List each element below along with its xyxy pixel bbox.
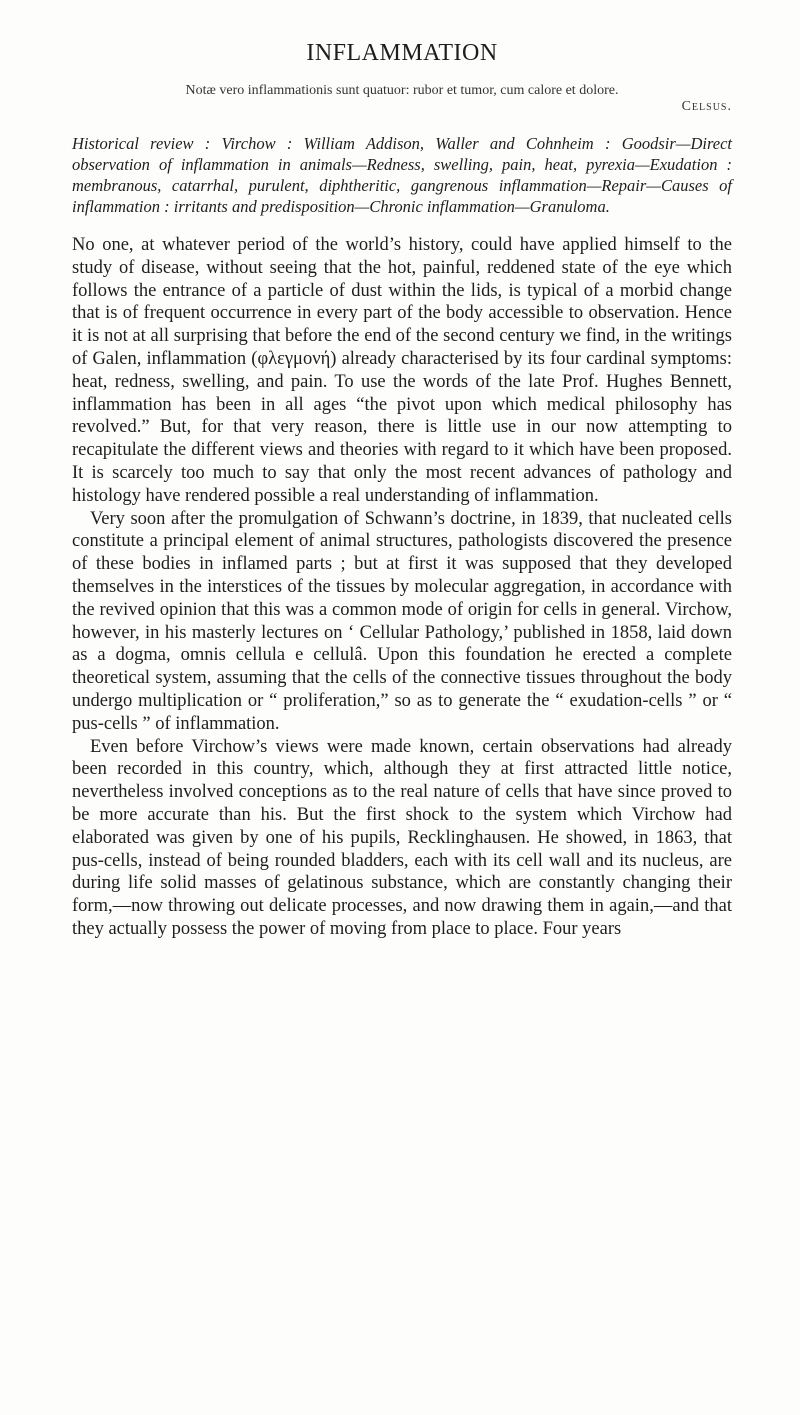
body-paragraph: No one, at whatever period of the world’s history, could have applied himself to the study of disease, without seeing that the hot, painful, reddened state of the eye which follows the entrance of a particle of dust within the lids, is typical of a morbid change that is of frequent occurrence in every part of the body accessible to observation. Hence it is not at all surprising that before the end of the second century we find, in the writings of Galen, inflammation (φλεγμονή) already characterised by its four cardinal symptoms: heat, redness, swelling, and pain. To use the words of the late Prof. Hughes Bennett, inflammation has been in all ages “the pivot upon which medical philosophy has revolved.” But, for that very reason, there is little use in our now attempting to recapitulate the different views and theories with regard to it which have been proposed. It is scarcely too much to say that only the most recent advances of pathology and histology have rendered possible a real understanding of inflammation. xyxy=(72,235,732,506)
page xyxy=(72,40,732,941)
body-paragraph: Very soon after the promulgation of Schwann’s doctrine, in 1839, that nucleated cells constitute a principal element of animal structures, pathologists discovered the presence of these bodies in inflamed parts ; but at first it was supposed that they developed themselves in the interstices of the tissues by molecular aggregation, in accordance with the revived opinion that this was a common mode of origin for cells in general. Virchow, however, in his masterly lectures on ‘ Cellular Pathology,’ published in 1858, laid down as a dogma, omnis cellula e cellulâ. Upon this foundation he erected a complete theoretical system, assuming that the cells of the connective tissues throughout the body undergo multiplication or “ proliferation,” so as to generate the “ exudation-cells ” or “ pus-cells ” of inflammation. xyxy=(72,508,732,734)
body-paragraph: Even before Virchow’s views were made known, certain observations had already been recorded in this country, which, although they at first attracted little notice, nevertheless involved conceptions as to the real nature of cells that have since proved to be more accurate than his. But the first shock to the system which Virchow had elaborated was given by one of his pupils, Recklinghausen. He showed, in 1863, that pus-cells, instead of being rounded bladders, each with its cell wall and its nucleus, are during life solid masses of gelatinous substance, which are constantly changing their form,—now throwing out delicate processes, and now drawing them in again,—and that they actually possess the power of moving from place to place. Four years xyxy=(72,736,732,939)
chapter-title: INFLAMMATION xyxy=(306,40,498,66)
chapter-synopsis: Historical review : Virchow : William Addison, Waller and Cohnheim : Goodsir—Direct observation of inflammation in animals—Redness, swelling, pain, heat, pyrexia—Exudation : membranous, catarrhal, purulent, diphtheritic, gangrenous inflammation—Repair—Causes of inflammation : irritants and predisposition—Chronic inflammation—Granuloma. xyxy=(72,134,732,216)
epigraph-quote: Notæ vero inflammationis sunt quatuor: rubor et tumor, cum calore et dolore. xyxy=(185,83,619,98)
epigraph-author: Celsus. xyxy=(681,99,732,114)
